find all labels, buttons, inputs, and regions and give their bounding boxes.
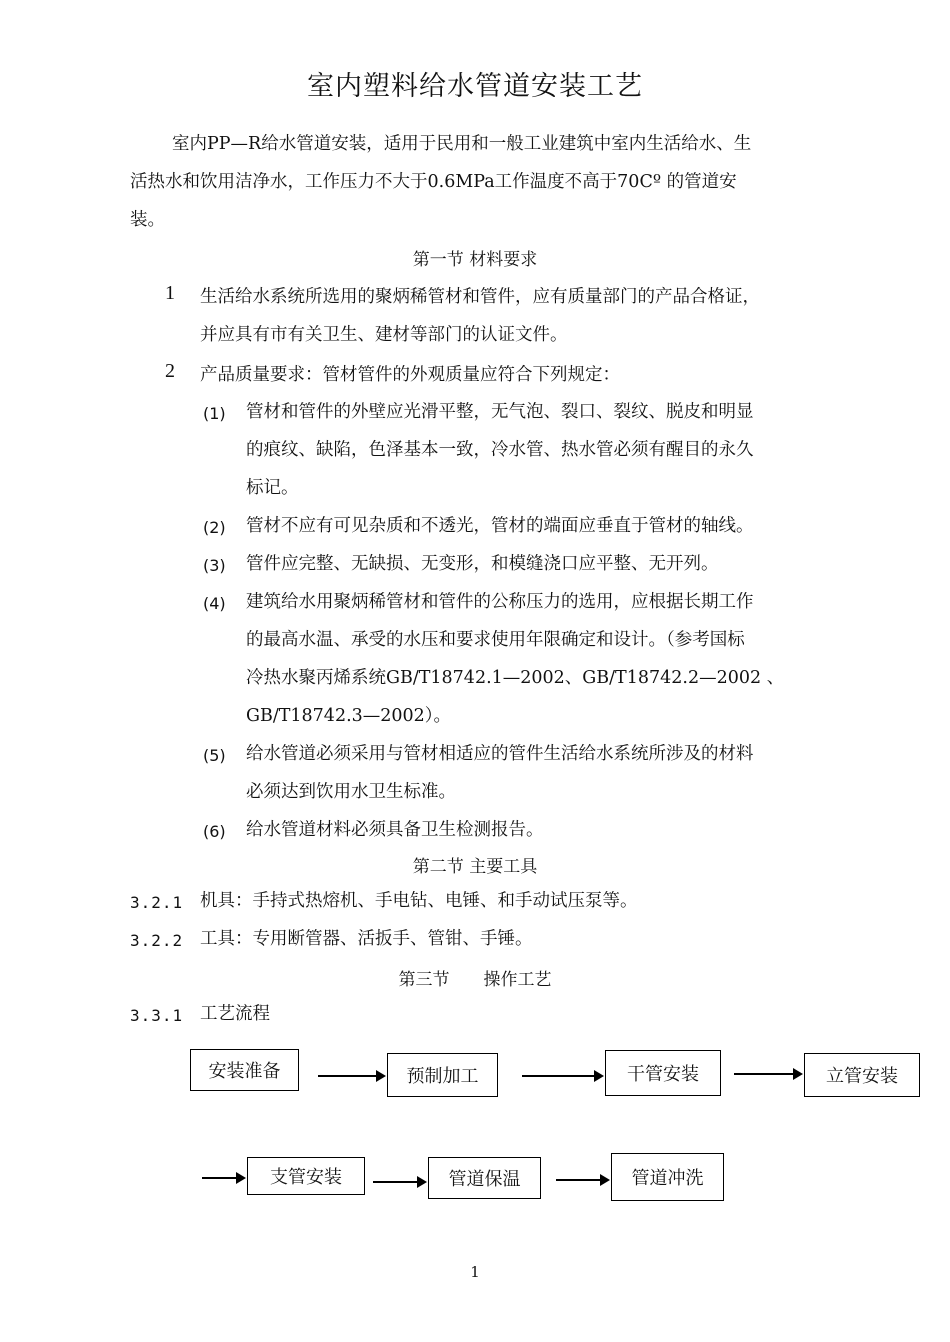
subitem-4-line-3: 冷热水聚丙烯系统GB/T18742.1—2002、GB/T18742.2—2002 、 xyxy=(246,668,785,688)
subitem-6-line-1: 给水管道材料必须具备卫生检测报告。 xyxy=(246,820,544,840)
page-number: 1 xyxy=(470,1263,480,1281)
subitem-number-3: (3) xyxy=(203,556,226,575)
clause-3-2-2-text: 工具：专用断管器、活扳手、管钳、手锤。 xyxy=(200,929,533,949)
subitem-number-5: (5) xyxy=(203,746,226,765)
item-number-2: 2 xyxy=(165,360,175,382)
flow-arrow-1 xyxy=(318,1075,384,1077)
clause-number-3-2-2: 3.2.2 xyxy=(130,931,184,950)
flow-step-insulation: 管道保温 xyxy=(428,1157,541,1199)
flow-step-main-pipe: 干管安装 xyxy=(605,1050,721,1096)
document-title: 室内塑料给水管道安装工艺 xyxy=(307,71,643,102)
intro-line-2: 活热水和饮用洁净水，工作压力不大于0.6MPa工作温度不高于70Cº 的管道安 xyxy=(130,172,737,192)
flow-step-branch: 支管安装 xyxy=(247,1157,365,1195)
subitem-4-line-4: GB/T18742.3—2002）。 xyxy=(246,706,452,726)
flow-step-riser: 立管安装 xyxy=(804,1053,920,1097)
flow-step-prefab: 预制加工 xyxy=(387,1053,498,1097)
section-heading-2: 第二节 主要工具 xyxy=(412,857,538,877)
subitem-4-line-1: 建筑给水用聚炳稀管材和管件的公称压力的选用，应根据长期工作 xyxy=(246,592,754,612)
flow-arrow-5 xyxy=(373,1181,425,1183)
subitem-number-2: (2) xyxy=(203,518,226,537)
flow-arrow-3 xyxy=(734,1073,801,1075)
subitem-1-line-2: 的痕纹、缺陷，色泽基本一致，冷水管、热水管必须有醒目的永久 xyxy=(246,440,754,460)
subitem-1-line-3: 标记。 xyxy=(246,478,299,498)
flow-arrow-2 xyxy=(522,1075,602,1077)
item-number-1: 1 xyxy=(165,282,175,304)
item-2-line-1: 产品质量要求：管材管件的外观质量应符合下列规定： xyxy=(200,365,620,385)
section-heading-1: 第一节 材料要求 xyxy=(412,250,538,270)
subitem-1-line-1: 管材和管件的外壁应光滑平整，无气泡、裂口、裂纹、脱皮和明显 xyxy=(246,402,754,422)
subitem-2-line-1: 管材不应有可见杂质和不透光，管材的端面应垂直于管材的轴线。 xyxy=(246,516,754,536)
clause-number-3-3-1: 3.3.1 xyxy=(130,1006,184,1025)
intro-line-3: 装。 xyxy=(130,210,165,230)
subitem-5-line-1: 给水管道必须采用与管材相适应的管件生活给水系统所涉及的材料 xyxy=(246,744,754,764)
subitem-3-line-1: 管件应完整、无缺损、无变形，和模缝浇口应平整、无开列。 xyxy=(246,554,719,574)
item-1-line-1: 生活给水系统所选用的聚炳稀管材和管件，应有质量部门的产品合格证， xyxy=(200,287,760,307)
flow-arrow-4 xyxy=(202,1177,244,1179)
item-1-line-2: 并应具有市有关卫生、建材等部门的认证文件。 xyxy=(200,325,568,345)
subitem-number-1: (1) xyxy=(203,404,226,423)
subitem-4-line-2: 的最高水温、承受的水压和要求使用年限确定和设计。（参考国标 xyxy=(246,630,745,650)
subitem-5-line-2: 必须达到饮用水卫生标准。 xyxy=(246,782,456,802)
section-heading-3: 第三节 操作工艺 xyxy=(398,970,552,990)
clause-3-3-1-text: 工艺流程 xyxy=(200,1004,270,1024)
subitem-number-6: (6) xyxy=(203,822,226,841)
flow-arrow-6 xyxy=(556,1179,608,1181)
subitem-number-4: (4) xyxy=(203,594,226,613)
flow-step-flushing: 管道冲洗 xyxy=(611,1153,724,1201)
intro-line-1: 室内PP—R给水管道安装，适用于民用和一般工业建筑中室内生活给水、生 xyxy=(172,134,752,154)
flow-step-install-prep: 安装准备 xyxy=(190,1049,299,1091)
clause-number-3-2-1: 3.2.1 xyxy=(130,893,184,912)
clause-3-2-1-text: 机具：手持式热熔机、手电钻、电锤、和手动试压泵等。 xyxy=(200,891,638,911)
